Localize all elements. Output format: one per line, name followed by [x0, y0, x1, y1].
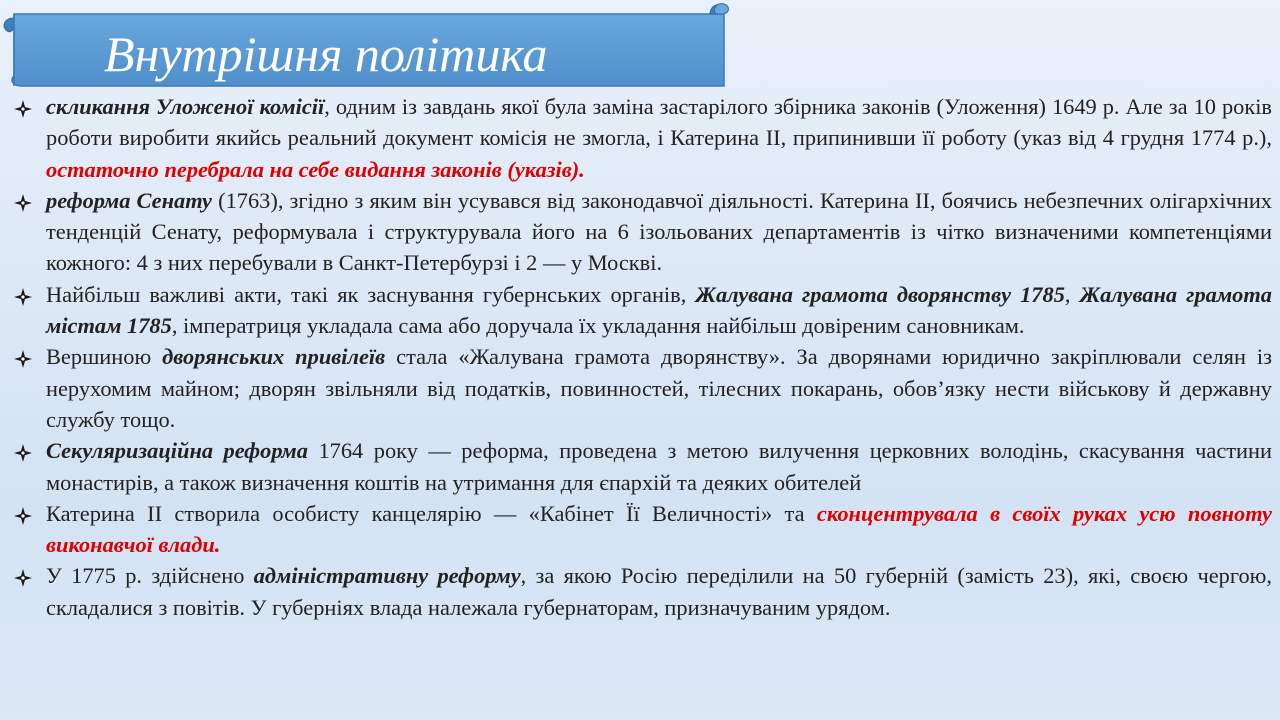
body-text: Вершиною [46, 344, 163, 370]
body-text: , [1064, 281, 1080, 307]
diamond-bullet-icon [14, 100, 32, 118]
body-text: , за якою Росію переділили на 50 губерній (замість 23), які, своєю чергою, складалися з повітів. У губерніях влада належала губернаторам, призначуваним урядом. [46, 563, 1272, 620]
bullet-item [14, 435, 1272, 498]
emphasis-text: реформа Сенату [46, 187, 212, 213]
body-text: (1763), згідно з яким він усувався від законодавчої діяльності. Катерина II, боячись небезпечних олігархічних тенденцій Сенату, реформувала і структурувала його на 6 ізольованих департаментів із чітко визначеними компетенціями кожного: 4 з них перебували в Санкт-Петербурзі і 2 — у Москві. [46, 187, 1272, 276]
diamond-bullet-icon [14, 569, 32, 587]
bullet-item [14, 91, 1272, 185]
bullet-item [14, 498, 1272, 561]
diamond-bullet-icon [14, 194, 32, 212]
body-text: Катерина II створила особисту канцелярію — «Кабінет Її Величності» та [46, 500, 817, 526]
bullet-item [14, 185, 1272, 279]
diamond-bullet-icon [14, 288, 32, 306]
body-text: У 1775 р. здійснено [46, 563, 254, 589]
bullet-item [14, 341, 1272, 435]
emphasis-text: Жалувана грамота містам 1785 [46, 281, 1272, 339]
page-title: Внутрішня політика [104, 26, 548, 82]
title-banner [0, 0, 740, 95]
highlight-text: сконцентрувала в своїх руках усю повноту виконавчої влади. [46, 500, 1272, 558]
body-text: , імператриця укладала сама або доручала їх укладання найбільш довіреним сановникам. [171, 313, 1025, 339]
body-text: 1764 року — реформа, проведена з метою вилучення церковних володінь, скасування частини монастирів, а також визначення коштів на утримання для єпархій та деяких обителей [46, 438, 1272, 495]
body-text: , одним із завдань якої була заміна застарілого збірника законів (Уложення) 1649 р. Але за 10 років роботи виробити якийсь реальний документ комісія не змогла, і Катерина II, припинивши її роботу (указ від 4 грудня 1774 р.), [46, 94, 1273, 151]
bullet-list [14, 91, 1272, 623]
emphasis-text: скликання Уложеної комісії [46, 94, 325, 119]
emphasis-text: Секуляризаційна реформа [46, 438, 308, 464]
bullet-item [14, 560, 1272, 623]
diamond-bullet-icon [14, 507, 32, 525]
diamond-bullet-icon [14, 444, 32, 462]
body-text: стала «Жалувана грамота дворянству». За дворянами юридично закріплювали селян із нерухомим майном; дворян звільняли від податків, повинностей, тілесних покарань, обов’язку нести військову й державну службу тощо. [46, 344, 1273, 432]
emphasis-text: адміністративну реформу [253, 563, 521, 589]
emphasis-text: дворянських привілеїв [162, 344, 386, 370]
diamond-bullet-icon [14, 350, 32, 368]
emphasis-text: Жалувана грамота дворянству 1785 [695, 281, 1065, 307]
bullet-item [14, 279, 1272, 342]
body-text: Найбільш важливі акти, такі як заснування губернських органів, [46, 281, 696, 307]
highlight-text: остаточно перебрала на себе видання законів (указів). [46, 156, 585, 182]
